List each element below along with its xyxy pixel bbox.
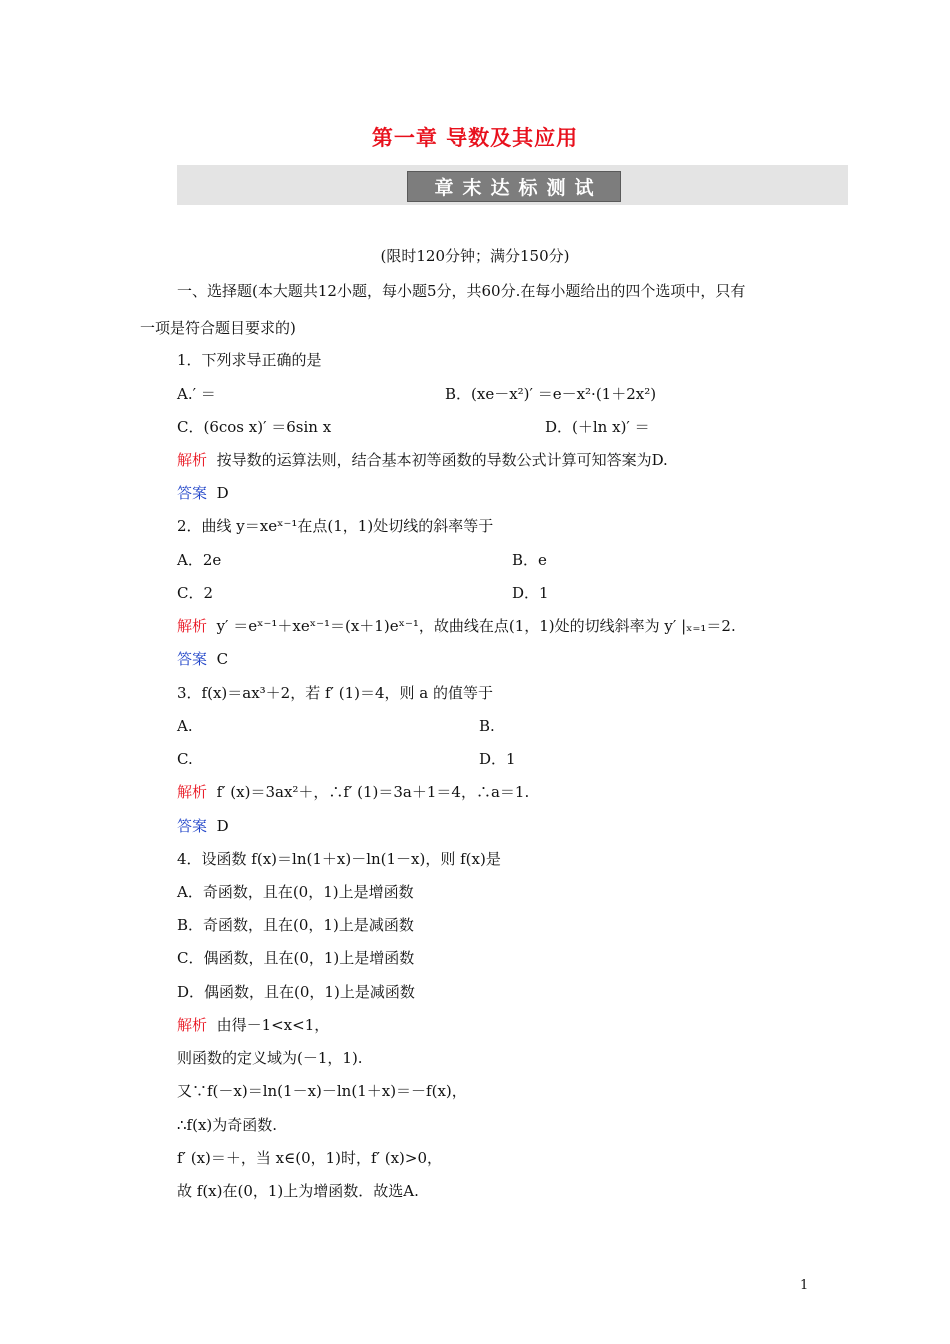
q1-analysis: [177, 450, 668, 470]
chapter-title: 第一章 导数及其应用: [371, 125, 579, 150]
q3-option-a: A.: [177, 717, 193, 735]
q2-option-c: C．2: [177, 584, 214, 602]
q3-stem: 3．f(x)＝ax³＋2，若 f′ (1)＝4，则 a 的值等于: [177, 684, 493, 702]
q3-analysis: [177, 782, 529, 802]
q2-analysis-text: y′ ＝eˣ⁻¹＋xeˣ⁻¹＝(x＋1)eˣ⁻¹，故曲线在点(1，1)处的切线斜率为 y′ |ₓ₌₁＝2.: [216, 617, 736, 635]
q2-option-a: A．2e: [177, 551, 222, 569]
q3-answer-text: D: [216, 817, 229, 835]
q2-option-d: D．1: [512, 584, 549, 602]
q4-option-a: A．奇函数，且在(0，1)上是增函数: [177, 883, 414, 901]
analysis-label: 解析: [177, 783, 208, 801]
q2-analysis: [177, 616, 736, 636]
q1-analysis-text: 按导数的运算法则，结合基本初等函数的导数公式计算可知答案为D.: [216, 451, 668, 469]
q1-option-c: C．(6cos x)′ ＝6sin x: [177, 418, 332, 436]
answer-label: 答案: [177, 650, 208, 668]
q4-step-5: 故 f(x)在(0，1)上为增函数．故选A.: [177, 1182, 419, 1200]
time-limit: (限时120分钟；满分150分): [380, 247, 570, 265]
q1-answer: [177, 483, 229, 503]
q1-answer-text: D: [216, 484, 229, 502]
analysis-label: 解析: [177, 617, 208, 635]
q4-step-2: 又∵f(－x)＝ln(1－x)－ln(1＋x)＝－f(x)，: [177, 1082, 467, 1100]
q4-step-1: 则函数的定义域为(－1，1).: [177, 1049, 363, 1067]
q4-option-c: C．偶函数，且在(0，1)上是增函数: [177, 949, 415, 967]
page-number: 1: [800, 1278, 809, 1293]
q3-option-c: C.: [177, 750, 193, 768]
q1-option-a: A.′ ＝: [177, 385, 216, 403]
q1-stem: 1．下列求导正确的是: [177, 351, 322, 369]
q3-analysis-text: f′ (x)＝3ax²＋，∴f′ (1)＝3a＋1＝4，∴a＝1.: [216, 783, 530, 801]
answer-label: 答案: [177, 484, 208, 502]
q4-analysis-text: 由得－1<x<1，: [216, 1016, 330, 1034]
q2-answer: [177, 649, 228, 669]
section1-heading-line1: 一、选择题(本大题共12小题，每小题5分，共60分.在每小题给出的四个选项中，只有: [177, 282, 746, 300]
analysis-label: 解析: [177, 451, 208, 469]
q4-stem: 4．设函数 f(x)＝ln(1＋x)－ln(1－x)，则 f(x)是: [177, 850, 501, 868]
q4-option-b: B．奇函数，且在(0，1)上是减函数: [177, 916, 414, 934]
q4-analysis: [177, 1015, 329, 1035]
banner-label-box: [407, 171, 621, 202]
banner-label: 章末达标测试: [434, 177, 603, 199]
q2-answer-text: C: [216, 650, 229, 668]
q3-option-d: D．1: [479, 750, 516, 768]
analysis-label: 解析: [177, 1016, 208, 1034]
q2-stem: 2．曲线 y＝xeˣ⁻¹在点(1，1)处切线的斜率等于: [177, 517, 494, 535]
section-banner: [177, 165, 848, 205]
section1-heading-line2: 一项是符合题目要求的): [140, 319, 296, 337]
q4-step-4: f′ (x)＝＋，当 x∈(0，1)时，f′ (x)>0，: [177, 1149, 443, 1167]
q1-option-d: D．(＋ln x)′ ＝: [545, 418, 650, 436]
q3-option-b: B.: [479, 717, 495, 735]
q4-step-3: ∴f(x)为奇函数.: [177, 1116, 278, 1134]
q2-option-b: B．e: [512, 551, 547, 569]
q3-answer: [177, 816, 229, 836]
q4-option-d: D．偶函数，且在(0，1)上是减函数: [177, 983, 415, 1001]
q1-option-b: B．(xe－x²)′ ＝e－x²·(1＋2x²): [445, 385, 657, 403]
answer-label: 答案: [177, 817, 208, 835]
